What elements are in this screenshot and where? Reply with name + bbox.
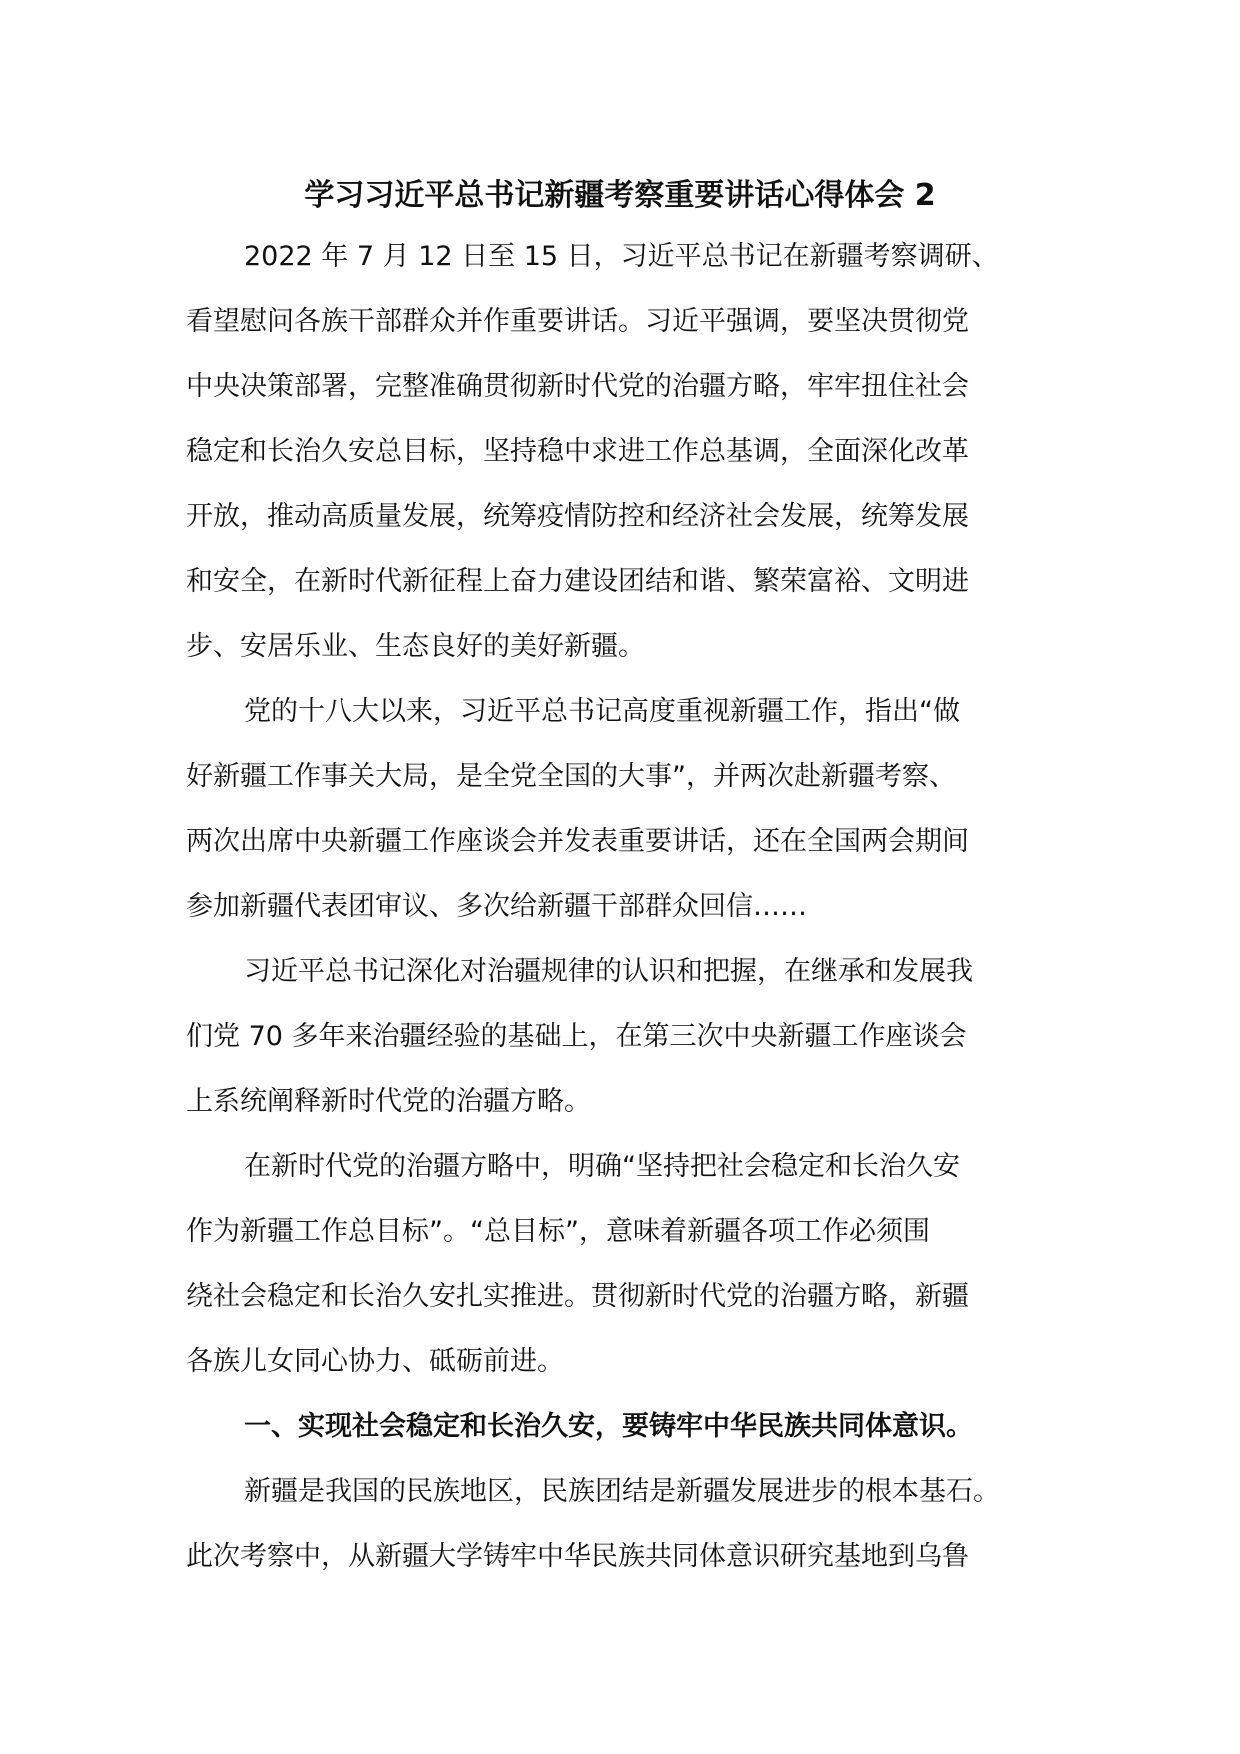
- document-title: 学习习近平总书记新疆考察重要讲话心得体会 2: [304, 178, 936, 213]
- paragraph-line: 开放，推动高质量发展，统筹疫情防控和经济社会发展，统筹发展: [186, 501, 969, 532]
- section-heading: 一、实现社会稳定和长治久安，要铸牢中华民族共同体意识。: [244, 1411, 973, 1442]
- document-body: [186, 224, 1066, 1589]
- paragraph-line: 看望慰问各族干部群众并作重要讲话。习近平强调，要坚决贯彻党: [186, 306, 969, 337]
- paragraph-line: 此次考察中，从新疆大学铸牢中华民族共同体意识研究基地到乌鲁: [186, 1541, 969, 1572]
- paragraph-line: 中央决策部署，完整准确贯彻新时代党的治疆方略，牢牢扭住社会: [186, 371, 969, 402]
- paragraph-line: 2022 年 7 月 12 日至 15 日，习近平总书记在新疆考察调研、: [244, 241, 999, 272]
- paragraph-line: 习近平总书记深化对治疆规律的认识和把握，在继承和发展我: [244, 956, 973, 987]
- paragraph-line: 新疆是我国的民族地区，民族团结是新疆发展进步的根本基石。: [244, 1476, 1000, 1507]
- paragraph-line: 绕社会稳定和长治久安扎实推进。贯彻新时代党的治疆方略，新疆: [186, 1281, 969, 1312]
- paragraph-line: 们党 70 多年来治疆经验的基础上，在第三次中央新疆工作座谈会: [186, 1021, 967, 1052]
- paragraph-line: 参加新疆代表团审议、多次给新疆干部群众回信……: [186, 891, 807, 922]
- paragraph-line: 上系统阐释新时代党的治疆方略。: [186, 1086, 591, 1117]
- paragraph-line: 稳定和长治久安总目标，坚持稳中求进工作总基调，全面深化改革: [186, 436, 969, 467]
- paragraph-line: 两次出席中央新疆工作座谈会并发表重要讲话，还在全国两会期间: [186, 826, 969, 857]
- paragraph-line: 步、安居乐业、生态良好的美好新疆。: [186, 631, 645, 662]
- paragraph-line: 在新时代党的治疆方略中，明确“坚持把社会稳定和长治久安: [244, 1151, 960, 1182]
- paragraph-line: 和安全，在新时代新征程上奋力建设团结和谐、繁荣富裕、文明进: [186, 566, 969, 597]
- paragraph-line: 好新疆工作事关大局，是全党全国的大事”，并两次赴新疆考察、: [186, 761, 956, 792]
- paragraph-line: 作为新疆工作总目标”。“总目标”，意味着新疆各项工作必须围: [186, 1216, 930, 1247]
- paragraph-line: 各族儿女同心协力、砥砺前进。: [186, 1346, 564, 1377]
- paragraph-line: 党的十八大以来，习近平总书记高度重视新疆工作，指出“做: [244, 696, 960, 727]
